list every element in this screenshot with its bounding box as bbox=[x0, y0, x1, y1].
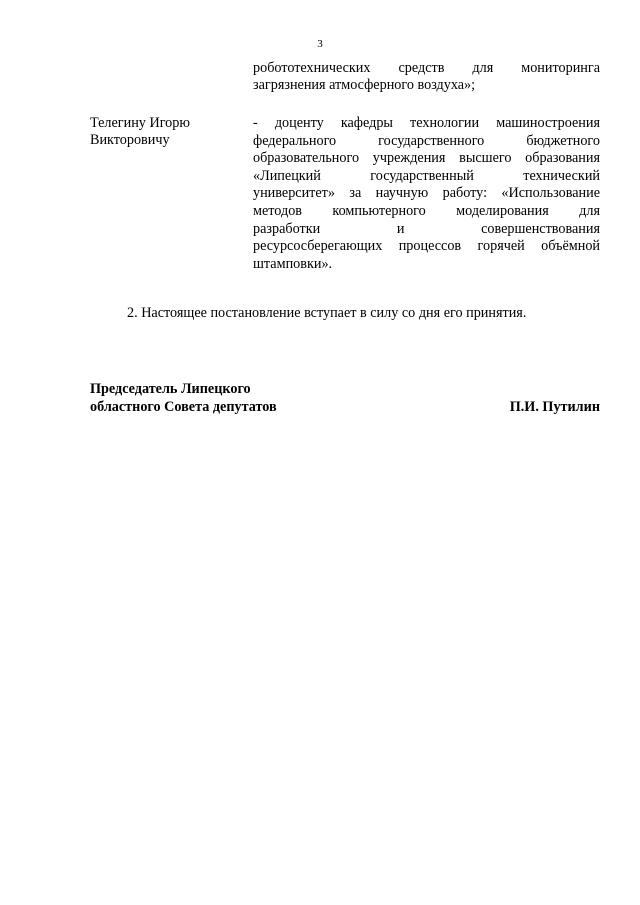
signatory-title-line: областного Совета депутатов bbox=[90, 399, 277, 415]
previous-entry-continuation bbox=[253, 60, 600, 95]
signatory-name: П.И. Путилин bbox=[509, 399, 600, 415]
page-number: 3 bbox=[317, 38, 323, 50]
award-description-line: федерального государственного бюджетного bbox=[253, 132, 600, 149]
award-description-line: образовательного учреждения высшего образования bbox=[253, 150, 600, 167]
award-description-line: методов компьютерного моделирования для bbox=[253, 202, 600, 219]
recipient-name bbox=[90, 115, 240, 150]
signatory-title-line: Председатель Липецкого bbox=[90, 381, 251, 397]
recipient-name-line: Телегину Игорю bbox=[90, 115, 190, 131]
award-description-line: ресурсосберегающих процессов горячей объёмной bbox=[253, 238, 600, 255]
award-description-line: «Липецкий государственный технический bbox=[253, 167, 600, 184]
award-description-line: - доценту кафедры технологии машиностроения bbox=[253, 115, 600, 131]
award-description bbox=[253, 115, 600, 273]
paragraph-effective-date: 2. Настоящее постановление вступает в силу со дня его принятия. bbox=[127, 305, 527, 321]
award-description-line: разработки и совершенствования bbox=[253, 220, 600, 237]
signature-block bbox=[90, 380, 600, 416]
previous-entry-line: загрязнения атмосферного воздуха»; bbox=[253, 77, 476, 94]
award-description-line: штамповки». bbox=[253, 255, 333, 272]
award-description-line: университет» за научную работу: «Использование bbox=[253, 185, 600, 202]
previous-entry-line: робототехнических средств для мониторинга bbox=[253, 60, 600, 76]
recipient-name-line: Викторовичу bbox=[90, 132, 170, 149]
